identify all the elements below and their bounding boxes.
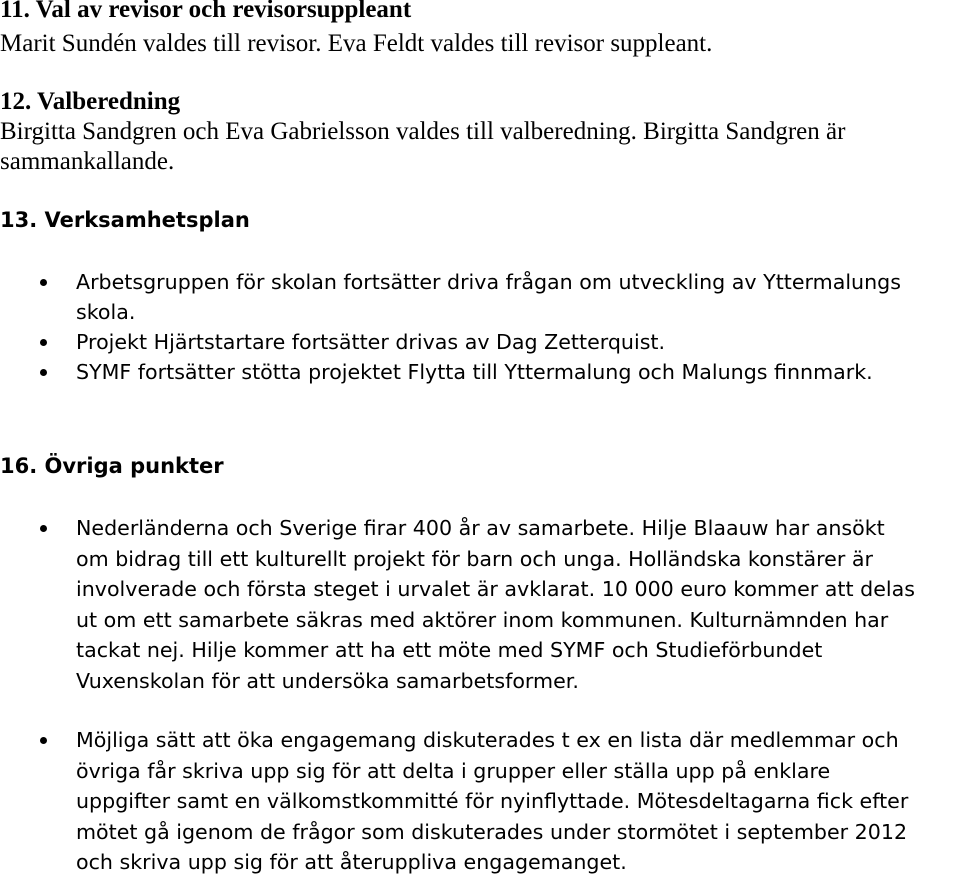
- section-11-heading: 11. Val av revisor och revisorsuppleant: [0, 0, 412, 23]
- list-item-line: ut om ett samarbete säkras med aktörer inom kommunen. Kulturnämnden har: [76, 607, 889, 632]
- section-12-heading: 12. Valberedning: [0, 88, 181, 115]
- list-item-line: skola.: [76, 300, 136, 324]
- list-item-line: Vuxenskolan för att undersöka samarbetsformer.: [76, 668, 579, 693]
- list-item: [0, 327, 901, 357]
- list-item-line: Möjliga sätt att öka engagemang diskuterades t ex en lista där medlemmar och: [76, 728, 899, 752]
- list-item-line: om bidrag till ett kulturellt projekt för barn och unga. Holländska konstärer är: [76, 546, 873, 571]
- bullet-icon: [40, 525, 47, 532]
- list-item: [0, 357, 901, 387]
- bullet-icon: [40, 279, 47, 286]
- section-16-heading: 16. Övriga punkter: [0, 454, 224, 478]
- list-item: [0, 513, 915, 696]
- list-item-line: mötet gå igenom de frågor som diskuterades under stormötet i september 2012: [76, 819, 908, 844]
- section-16-bullet-list-1: [0, 513, 915, 696]
- list-item-line: Nederländerna och Sverige firar 400 år av samarbete. Hilje Blaauw har ansökt: [76, 516, 885, 540]
- section-11-text: Marit Sundén valdes till revisor. Eva Feldt valdes till revisor suppleant.: [0, 30, 713, 57]
- list-item-line: tackat nej. Hilje kommer att ha ett möte med SYMF och Studieförbundet: [76, 638, 823, 662]
- section-16-bullet-list-2: [0, 725, 908, 878]
- list-item-line: Arbetsgruppen för skolan fortsätter driva frågan om utveckling av Yttermalungs: [76, 270, 901, 294]
- list-item-line: involverade och första steget i urvalet är avklarat. 10 000 euro kommer att delas: [76, 577, 915, 601]
- section-12-text-line1: Birgitta Sandgren och Eva Gabrielsson valdes till valberedning. Birgitta Sandgren är: [0, 118, 846, 145]
- section-13-heading: 13. Verksamhetsplan: [0, 208, 250, 232]
- bullet-icon: [40, 339, 47, 346]
- bullet-icon: [40, 369, 47, 376]
- list-item-line: SYMF fortsätter stötta projektet Flytta till Yttermalung och Malungs finnmark.: [76, 360, 873, 384]
- list-item: [0, 725, 908, 878]
- list-item-line: Projekt Hjärtstartare fortsätter drivas av Dag Zetterquist.: [76, 330, 666, 354]
- bullet-icon: [40, 737, 47, 744]
- list-item-line: uppgifter samt en välkomstkommitté för nyinflyttade. Mötesdeltagarna fick efter: [76, 789, 909, 813]
- section-13-bullet-list: [0, 267, 901, 387]
- list-item-line: övriga får skriva upp sig för att delta i grupper eller ställa upp på enklare: [76, 758, 831, 783]
- list-item-line: och skriva upp sig för att återuppliva engagemanget.: [76, 850, 627, 874]
- list-item: [0, 267, 901, 327]
- section-12-text-line2: sammankallande.: [0, 148, 175, 175]
